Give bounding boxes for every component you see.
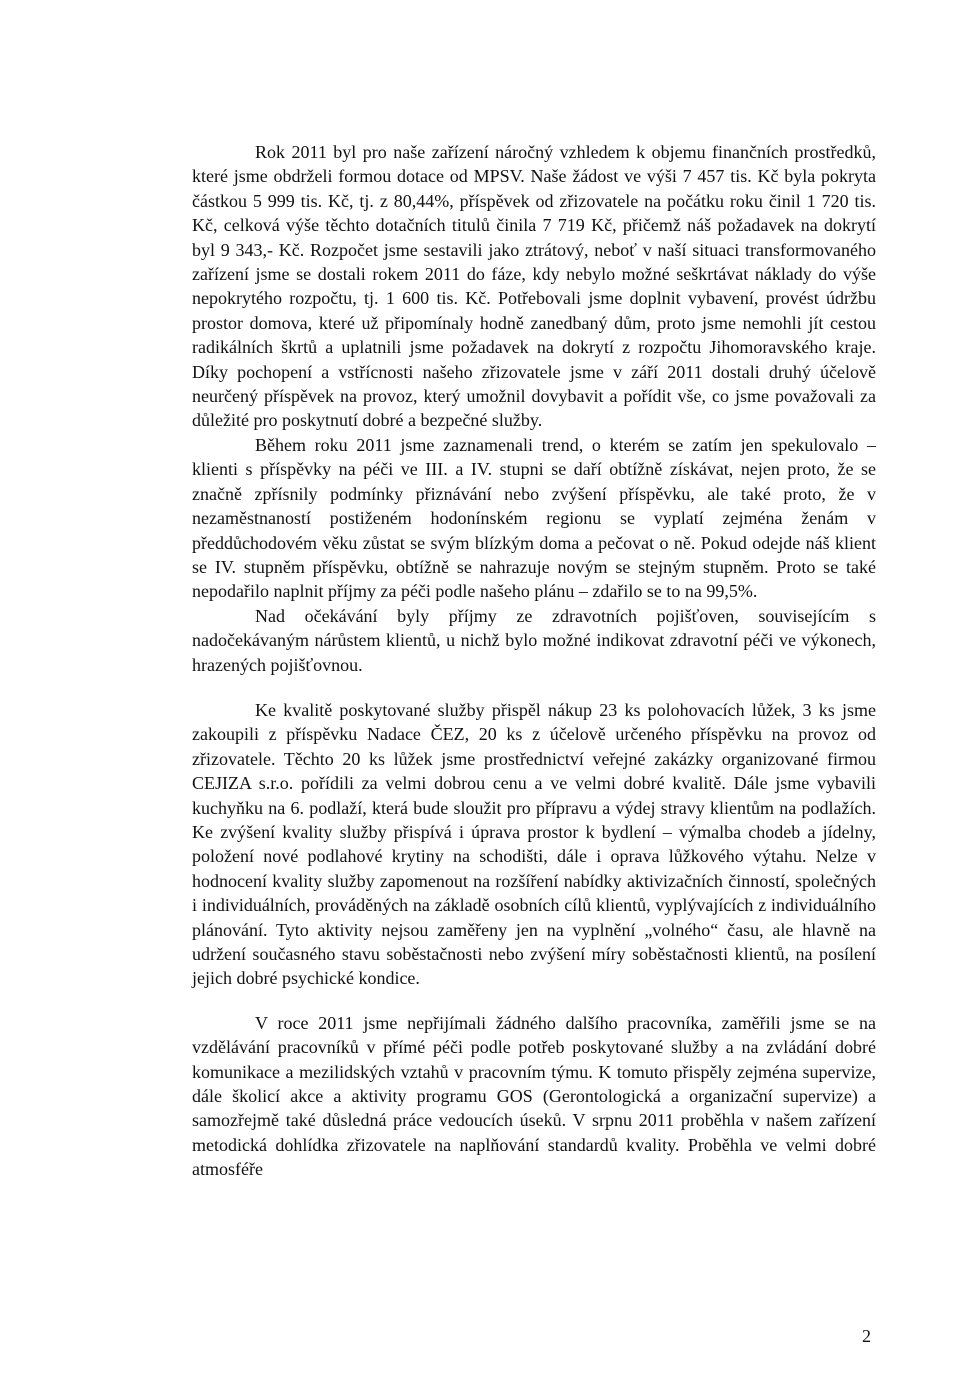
body-text — [192, 140, 876, 1182]
paragraph-trend: Během roku 2011 jsme zaznamenali trend, o kterém se zatím jen spekulovalo – klienti s příspěvky na péči ve III. a IV. stupni se daří obtížně získávat, nejen proto, že se značně zpřísnily podmínky přiznávání nebo zvýšení příspěvku, ale také proto, že v nezaměstnaností postiženém hodonínském regionu se vyplatí zejména ženám v předdůchodovém věku zůstat se svým blízkým doma a pečovat o ně. Pokud odejde náš klient se IV. stupněm příspěvku, obtížně se nahrazuje novým se stejným stupněm. Proto se také nepodařilo naplnit příjmy za péči podle našeho plánu – zdařilo se to na 99,5%. — [192, 434, 876, 602]
paragraph-quality: Ke kvalitě poskytované služby přispěl nákup 23 ks polohovacích lůžek, 3 ks jsme zakoupili z příspěvku Nadace ČEZ, 20 ks z účelově určeného příspěvku na provoz od zřizovatele. Těchto 20 ks lůžek jsme prostřednictví veřejné zakázky organizované firmou CEJIZA s.r.o. pořídili za velmi dobrou cenu a ve velmi dobré kvalitě. Dále jsme vybavili kuchyňku na 6. podlaží, která bude sloužit pro přípravu a výdej stravy klientům na podlažích. Ke zvýšení kvality služby přispívá i úprava prostor k bydlení – výmalba chodeb a jídelny, položení nové podlahové krytiny na schodišti, dále i oprava lůžkového výtahu. Nelze v hodnocení kvality služby zapomenout na rozšíření nabídky aktivizačních činností, společných i individuálních, prováděných na základě osobních cílů klientů, vyplývajících z individuálního plánování. Tyto aktivity nejsou zaměřeny jen na vyplnění „volného“ času, ale hlavně na udržení současného stavu soběstačnosti nebo zvýšení míry soběstačnosti klientů, na posílení jejich dobré psychické kondice. — [192, 699, 876, 989]
paragraph-budget: Rok 2011 byl pro naše zařízení náročný vzhledem k objemu finančních prostředků, které jsme obdrželi formou dotace od MPSV. Naše žádost ve výši 7 457 tis. Kč byla pokryta částkou 5 999 tis. Kč, tj. z 80,44%, příspěvek od zřizovatele na počátku roku činil 1 720 tis. Kč, celková výše těchto dotačních titulů činila 7 719 Kč, přičemž náš požadavek na dokrytí byl 9 343,- Kč. Rozpočet jsme sestavili jako ztrátový, neboť v naší situaci transformovaného zařízení jsme se dostali rokem 2011 do fáze, kdy nebylo možné seškrtávat náklady do výše nepokrytého rozpočtu, tj. 1 600 tis. Kč. Potřebovali jsme doplnit vybavení, provést údržbu prostor domova, které už připomínaly hodně zanedbaný dům, proto jsme nemohli jít cestou radikálních škrtů a uplatnili jsme požadavek na dokrytí z rozpočtu Jihomoravského kraje. Díky pochopení a vstřícnosti našeho zřizovatele jsme v září 2011 dostali druhý účelově neurčený příspěvek na provoz, který umožnil dovybavit a pořídit vše, co jsme považovali za důležité pro poskytnutí dobré a bezpečné služby. — [192, 142, 876, 431]
paragraph-insurance: Nad očekávání byly příjmy ze zdravotních pojišťoven, souvisejícím s nadočekávaným nárůstem klientů, u nichž bylo možné indikovat zdravotní péči ve výkonech, hrazených pojišťovnou. — [192, 605, 876, 675]
paragraph-staff: V roce 2011 jsme nepřijímali žádného dalšího pracovníka, zaměřili jsme se na vzdělávání pracovníků v přímé péči podle potřeb poskytované služby a na zvládání dobré komunikace a mezilidských vztahů v pracovním týmu. K tomuto přispěly zejména supervize, dále školicí akce a aktivity programu GOS (Gerontologická a organizační supervize) a samozřejmě také důsledná práce vedoucích úseků. V srpnu 2011 proběhla v našem zařízení metodická dohlídka zřizovatele na naplňování standardů kvality. Proběhla ve velmi dobré atmosféře — [192, 1012, 876, 1180]
page-number: 2 — [862, 1326, 871, 1346]
